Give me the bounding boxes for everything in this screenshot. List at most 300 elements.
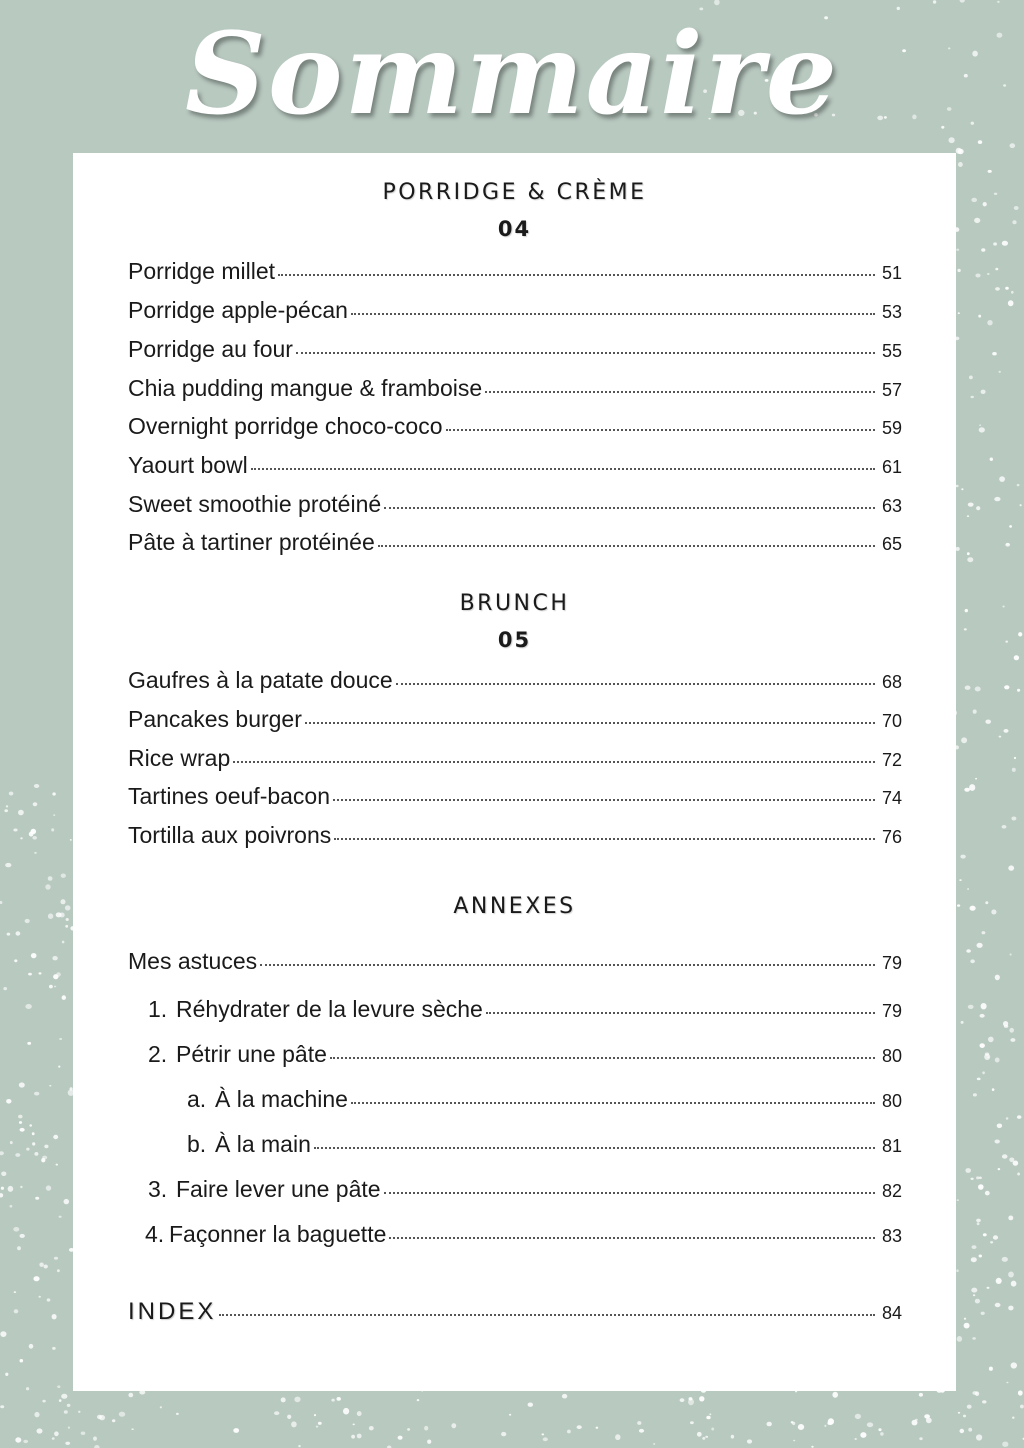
speckle-dot bbox=[1004, 1025, 1008, 1028]
speckle-dot bbox=[973, 710, 977, 714]
speckle-dot bbox=[31, 953, 37, 958]
speckle-dot bbox=[68, 1427, 70, 1429]
speckle-dot bbox=[963, 1415, 966, 1418]
speckle-dot bbox=[699, 1396, 704, 1401]
speckle-dot bbox=[1004, 685, 1009, 689]
dot-leader bbox=[330, 1057, 875, 1059]
speckle-dot bbox=[912, 1420, 918, 1426]
speckle-dot bbox=[1006, 1382, 1008, 1384]
speckle-dot bbox=[6, 1099, 11, 1104]
toc-entry-page: 84 bbox=[881, 1303, 902, 1323]
speckle-dot bbox=[20, 1128, 25, 1132]
speckle-dot bbox=[424, 1426, 428, 1431]
speckle-dot bbox=[985, 1191, 990, 1196]
speckle-dot bbox=[639, 1429, 644, 1433]
toc-entry[interactable] bbox=[128, 667, 902, 701]
speckle-dot bbox=[33, 1276, 39, 1281]
toc-entry-label: Sweet smoothie protéiné bbox=[128, 491, 382, 517]
speckle-dot bbox=[1008, 865, 1014, 870]
toc-entry[interactable] bbox=[128, 491, 902, 525]
toc-entry-label: Pétrir une pâte bbox=[176, 1041, 327, 1067]
speckle-dot bbox=[967, 557, 973, 562]
speckle-dot bbox=[451, 1423, 456, 1428]
speckle-dot bbox=[26, 1387, 29, 1390]
speckle-dot bbox=[966, 949, 971, 953]
speckle-dot bbox=[975, 778, 977, 780]
toc-entry-page: 76 bbox=[881, 827, 902, 847]
speckle-dot bbox=[1011, 817, 1016, 821]
speckle-dot bbox=[968, 1005, 974, 1009]
speckle-dot bbox=[32, 1132, 35, 1135]
speckle-dot bbox=[65, 905, 71, 910]
speckle-dot bbox=[0, 1151, 4, 1155]
speckle-dot bbox=[990, 458, 993, 461]
speckle-dot bbox=[979, 1177, 982, 1180]
section-number: 04 bbox=[497, 217, 532, 241]
speckle-dot bbox=[985, 901, 988, 904]
toc-entry[interactable] bbox=[128, 822, 902, 856]
speckle-dot bbox=[965, 1168, 971, 1173]
speckle-dot bbox=[45, 884, 50, 889]
speckle-dot bbox=[832, 1392, 838, 1398]
speckle-dot bbox=[690, 1421, 694, 1424]
toc-entry[interactable] bbox=[128, 706, 902, 740]
speckle-dot bbox=[961, 1021, 964, 1024]
speckle-dot bbox=[34, 1152, 38, 1156]
speckle-dot bbox=[653, 1443, 655, 1444]
speckle-dot bbox=[65, 1442, 70, 1445]
dot-leader bbox=[233, 761, 875, 763]
speckle-dot bbox=[971, 198, 977, 202]
toc-entry[interactable] bbox=[128, 452, 902, 486]
speckle-dot bbox=[112, 1419, 115, 1422]
speckle-dot bbox=[34, 852, 37, 854]
speckle-dot bbox=[42, 1156, 47, 1160]
speckle-dot bbox=[48, 913, 53, 919]
list-letter: a. bbox=[187, 1086, 207, 1112]
toc-entry-page: 80 bbox=[881, 1046, 902, 1066]
speckle-dot bbox=[27, 1042, 31, 1045]
speckle-dot bbox=[1011, 1362, 1017, 1368]
speckle-dot bbox=[976, 506, 980, 510]
speckle-dot bbox=[957, 269, 960, 272]
speckle-dot bbox=[824, 1425, 826, 1427]
speckle-dot bbox=[976, 1434, 982, 1440]
speckle-dot bbox=[567, 1430, 571, 1434]
speckle-dot bbox=[965, 609, 968, 612]
speckle-dot bbox=[975, 1391, 979, 1396]
toc-entry-page: 70 bbox=[881, 711, 902, 731]
dot-leader bbox=[486, 1012, 875, 1014]
speckle-dot bbox=[16, 931, 21, 935]
speckle-dot bbox=[29, 832, 34, 837]
speckle-dot bbox=[160, 1406, 162, 1408]
speckle-dot bbox=[59, 1216, 62, 1218]
speckle-dot bbox=[982, 931, 986, 934]
speckle-dot bbox=[1011, 1281, 1017, 1287]
speckle-dot bbox=[64, 1199, 70, 1204]
toc-entry-label: Porridge millet bbox=[128, 258, 275, 284]
toc-entry-page: 72 bbox=[881, 750, 902, 770]
speckle-dot bbox=[14, 1291, 16, 1293]
dot-leader bbox=[384, 507, 875, 509]
speckle-dot bbox=[357, 1434, 362, 1439]
speckle-dot bbox=[1011, 291, 1014, 294]
speckle-dot bbox=[974, 218, 980, 223]
dot-leader bbox=[334, 838, 875, 840]
speckle-dot bbox=[1017, 484, 1020, 486]
toc-entry-page: 51 bbox=[881, 263, 902, 283]
speckle-dot bbox=[13, 1227, 19, 1232]
speckle-dot bbox=[999, 736, 1002, 738]
speckle-dot bbox=[351, 1435, 355, 1439]
speckle-dot bbox=[964, 1323, 970, 1329]
speckle-dot bbox=[34, 784, 39, 788]
speckle-dot bbox=[1002, 1442, 1008, 1447]
speckle-dot bbox=[959, 879, 962, 881]
speckle-dot bbox=[973, 1294, 975, 1296]
speckle-dot bbox=[131, 1428, 133, 1430]
speckle-dot bbox=[119, 1412, 125, 1417]
speckle-dot bbox=[998, 1168, 1001, 1170]
speckle-dot bbox=[66, 918, 69, 921]
speckle-dot bbox=[706, 1416, 710, 1420]
speckle-dot bbox=[981, 248, 985, 252]
speckle-dot bbox=[52, 1314, 57, 1319]
speckle-dot bbox=[688, 1399, 694, 1406]
speckle-dot bbox=[93, 1437, 97, 1441]
speckle-dot bbox=[1010, 953, 1012, 955]
dot-leader bbox=[378, 545, 875, 547]
speckle-dot bbox=[1017, 1115, 1022, 1119]
speckle-dot bbox=[5, 1373, 8, 1376]
speckle-dot bbox=[577, 1425, 582, 1429]
speckle-dot bbox=[1018, 1390, 1023, 1395]
speckle-dot bbox=[56, 1164, 58, 1166]
speckle-dot bbox=[961, 488, 963, 490]
speckle-dot bbox=[1008, 1306, 1013, 1311]
speckle-dot bbox=[995, 1140, 1000, 1144]
speckle-dot bbox=[988, 170, 992, 173]
speckle-dot bbox=[971, 1178, 974, 1180]
toc-entry-astuces[interactable] bbox=[128, 948, 902, 982]
toc-entry[interactable] bbox=[128, 258, 902, 292]
speckle-dot bbox=[990, 1241, 993, 1243]
speckle-dot bbox=[972, 1337, 976, 1340]
speckle-dot bbox=[975, 274, 980, 278]
dot-leader bbox=[251, 468, 875, 470]
speckle-dot bbox=[14, 1309, 19, 1313]
speckle-dot bbox=[964, 1318, 966, 1320]
speckle-dot bbox=[702, 1437, 705, 1440]
toc-subentry[interactable] bbox=[148, 996, 902, 1030]
speckle-dot bbox=[49, 985, 53, 989]
speckle-dot bbox=[970, 906, 976, 911]
speckle-dot bbox=[1014, 655, 1019, 660]
speckle-dot bbox=[343, 1408, 349, 1415]
speckle-dot bbox=[1002, 241, 1008, 246]
speckle-dot bbox=[1013, 1161, 1019, 1166]
speckle-dot bbox=[56, 912, 62, 917]
speckle-dot bbox=[1003, 606, 1005, 608]
toc-entry[interactable] bbox=[128, 375, 902, 409]
list-number: 4. bbox=[145, 1221, 165, 1247]
speckle-dot bbox=[968, 1428, 972, 1432]
speckle-dot bbox=[957, 1336, 962, 1342]
speckle-dot bbox=[977, 1222, 980, 1225]
speckle-dot bbox=[1010, 1038, 1015, 1042]
speckle-dot bbox=[3, 987, 7, 990]
toc-entry[interactable] bbox=[128, 745, 902, 779]
speckle-dot bbox=[1009, 1028, 1014, 1033]
speckle-dot bbox=[61, 874, 66, 878]
speckle-dot bbox=[1009, 525, 1012, 528]
speckle-dot bbox=[982, 1071, 985, 1074]
speckle-dot bbox=[6, 805, 8, 807]
toc-entry-label: À la machine bbox=[215, 1086, 348, 1112]
speckle-dot bbox=[52, 956, 57, 960]
toc-entry[interactable] bbox=[128, 297, 902, 331]
speckle-dot bbox=[958, 312, 960, 314]
speckle-dot bbox=[979, 424, 981, 426]
speckle-dot bbox=[61, 1394, 67, 1399]
speckle-dot bbox=[543, 1437, 548, 1441]
speckle-dot bbox=[957, 1199, 959, 1201]
toc-subentry[interactable] bbox=[145, 1221, 902, 1255]
list-letter: b. bbox=[187, 1131, 207, 1157]
speckle-dot bbox=[18, 810, 24, 816]
speckle-dot bbox=[798, 1424, 804, 1430]
speckle-dot bbox=[542, 1433, 545, 1435]
speckle-dot bbox=[176, 1413, 179, 1415]
speckle-dot bbox=[965, 686, 971, 690]
speckle-dot bbox=[407, 1428, 410, 1431]
speckle-dot bbox=[995, 975, 1000, 981]
speckle-dot bbox=[39, 1296, 41, 1298]
speckle-dot bbox=[1012, 768, 1016, 772]
speckle-dot bbox=[987, 273, 990, 275]
toc-entry-page: 68 bbox=[881, 672, 902, 692]
speckle-dot bbox=[995, 268, 998, 271]
dot-leader bbox=[384, 1192, 875, 1194]
speckle-dot bbox=[23, 1440, 28, 1443]
speckle-dot bbox=[20, 1359, 24, 1362]
speckle-dot bbox=[19, 1121, 22, 1124]
section-number: 05 bbox=[497, 628, 532, 652]
speckle-dot bbox=[967, 552, 970, 555]
speckle-dot bbox=[999, 476, 1005, 482]
speckle-dot bbox=[985, 1053, 989, 1056]
speckle-dot bbox=[53, 974, 58, 979]
speckle-dot bbox=[59, 1038, 62, 1040]
speckle-dot bbox=[979, 427, 985, 432]
speckle-dot bbox=[992, 352, 997, 355]
toc-entry[interactable] bbox=[128, 529, 902, 563]
speckle-dot bbox=[956, 249, 959, 251]
toc-subentry[interactable] bbox=[148, 1041, 902, 1075]
speckle-dot bbox=[53, 814, 55, 816]
speckle-dot bbox=[294, 1397, 300, 1403]
speckle-dot bbox=[970, 959, 975, 963]
speckle-dot bbox=[968, 503, 974, 507]
speckle-dot bbox=[25, 1004, 31, 1009]
speckle-dot bbox=[1008, 1216, 1013, 1221]
speckle-dot bbox=[54, 986, 56, 988]
speckle-dot bbox=[983, 202, 987, 206]
toc-entry-label: Réhydrater de la levure sèche bbox=[176, 996, 483, 1022]
speckle-dot bbox=[17, 1246, 21, 1250]
speckle-dot bbox=[128, 1393, 133, 1398]
toc-entry[interactable] bbox=[128, 413, 902, 447]
dot-leader bbox=[219, 1314, 875, 1316]
speckle-dot bbox=[62, 995, 66, 1000]
speckle-dot bbox=[867, 1422, 873, 1427]
speckle-dot bbox=[44, 1145, 48, 1149]
speckle-dot bbox=[958, 1412, 960, 1414]
speckle-dot bbox=[52, 1347, 56, 1350]
speckle-dot bbox=[369, 1426, 374, 1430]
toc-entry-label: Faire lever une pâte bbox=[176, 1176, 381, 1202]
toc-entry-page: 63 bbox=[881, 496, 902, 516]
speckle-dot bbox=[1012, 220, 1016, 224]
speckle-dot bbox=[855, 1414, 861, 1419]
speckle-dot bbox=[680, 1398, 685, 1402]
toc-entry-label: Chia pudding mangue & framboise bbox=[128, 375, 483, 401]
speckle-dot bbox=[1004, 729, 1009, 733]
dot-leader bbox=[485, 391, 875, 393]
section-title: PORRIDGE & CRÈME bbox=[382, 180, 647, 205]
speckle-dot bbox=[967, 888, 969, 890]
speckle-dot bbox=[975, 687, 981, 692]
speckle-dot bbox=[711, 1428, 714, 1431]
speckle-dot bbox=[274, 1411, 279, 1415]
speckle-dot bbox=[1002, 1154, 1008, 1158]
toc-panel bbox=[73, 153, 956, 1391]
speckle-dot bbox=[1, 1172, 6, 1177]
speckle-dot bbox=[48, 876, 53, 881]
speckle-dot bbox=[54, 1257, 58, 1260]
speckle-dot bbox=[18, 1115, 22, 1119]
toc-entry-label: À la main bbox=[215, 1131, 311, 1157]
speckle-dot bbox=[997, 1124, 1002, 1129]
speckle-dot bbox=[767, 1422, 772, 1427]
speckle-dot bbox=[32, 1142, 35, 1145]
speckle-dot bbox=[9, 792, 14, 796]
speckle-dot bbox=[969, 784, 975, 791]
speckle-dot bbox=[999, 371, 1001, 373]
speckle-dot bbox=[67, 1404, 71, 1407]
speckle-dot bbox=[977, 1078, 981, 1081]
speckle-dot bbox=[0, 901, 2, 904]
toc-entry-page: 59 bbox=[881, 418, 902, 438]
toc-entry-index[interactable] bbox=[128, 1298, 902, 1332]
speckle-dot bbox=[417, 1399, 420, 1401]
speckle-dot bbox=[995, 1058, 1000, 1063]
speckle-dot bbox=[52, 792, 55, 795]
speckle-dot bbox=[1012, 1417, 1014, 1419]
speckle-dot bbox=[956, 1269, 958, 1272]
toc-entry-page: 81 bbox=[881, 1136, 902, 1156]
toc-entry-page: 79 bbox=[881, 953, 902, 973]
dot-leader bbox=[389, 1237, 875, 1239]
speckle-dot bbox=[827, 1422, 832, 1425]
speckle-dot bbox=[20, 1234, 25, 1238]
speckle-dot bbox=[860, 1432, 866, 1438]
speckle-dot bbox=[5, 863, 11, 867]
speckle-dot bbox=[637, 1421, 641, 1425]
speckle-dot bbox=[54, 1431, 59, 1436]
speckle-dot bbox=[15, 1153, 20, 1157]
speckle-dot bbox=[62, 941, 65, 944]
speckle-dot bbox=[39, 1263, 43, 1267]
dot-leader bbox=[278, 274, 875, 276]
speckle-dot bbox=[971, 1288, 977, 1293]
speckle-dot bbox=[960, 1429, 965, 1433]
speckle-dot bbox=[958, 162, 963, 167]
speckle-dot bbox=[981, 390, 986, 394]
dot-leader bbox=[351, 1102, 875, 1104]
speckle-dot bbox=[1014, 757, 1016, 759]
speckle-dot bbox=[792, 1422, 795, 1425]
speckle-dot bbox=[995, 1303, 1001, 1307]
speckle-dot bbox=[34, 1412, 39, 1417]
speckle-dot bbox=[994, 497, 1000, 501]
speckle-dot bbox=[281, 1397, 286, 1402]
speckle-dot bbox=[731, 1435, 734, 1439]
speckle-dot bbox=[747, 1439, 752, 1443]
speckle-dot bbox=[13, 829, 17, 832]
speckle-dot bbox=[49, 1085, 51, 1087]
speckle-dot bbox=[20, 1186, 22, 1188]
speckle-dot bbox=[975, 1299, 980, 1304]
speckle-dot bbox=[7, 933, 11, 936]
speckle-dot bbox=[978, 315, 981, 318]
speckle-dot bbox=[992, 1088, 995, 1091]
speckle-dot bbox=[314, 1414, 316, 1416]
speckle-dot bbox=[10, 1205, 13, 1208]
speckle-dot bbox=[33, 802, 38, 806]
speckle-dot bbox=[65, 925, 68, 928]
speckle-dot bbox=[59, 1399, 62, 1402]
toc-entry-page: 83 bbox=[881, 1226, 902, 1246]
toc-entry[interactable] bbox=[128, 336, 902, 370]
speckle-dot bbox=[964, 788, 970, 792]
speckle-dot bbox=[979, 1255, 982, 1258]
dot-leader bbox=[351, 313, 875, 315]
speckle-dot bbox=[28, 973, 32, 976]
toc-entry-page: 55 bbox=[881, 341, 902, 361]
toc-subentry[interactable] bbox=[187, 1086, 902, 1120]
toc-subentry[interactable] bbox=[187, 1131, 902, 1165]
toc-subentry[interactable] bbox=[148, 1176, 902, 1210]
speckle-dot bbox=[994, 193, 997, 195]
speckle-dot bbox=[977, 943, 983, 948]
speckle-dot bbox=[19, 1082, 25, 1087]
toc-entry-label: Porridge apple-pécan bbox=[128, 297, 348, 323]
speckle-dot bbox=[987, 1287, 990, 1289]
toc-entry-page: 74 bbox=[881, 788, 902, 808]
toc-entry[interactable] bbox=[128, 783, 902, 817]
speckle-dot bbox=[981, 1003, 987, 1009]
speckle-dot bbox=[919, 1437, 922, 1440]
speckle-dot bbox=[427, 1440, 431, 1444]
toc-entry-label: Façonner la baguette bbox=[169, 1221, 387, 1247]
speckle-dot bbox=[1, 1187, 4, 1190]
speckle-dot bbox=[57, 1385, 60, 1388]
speckle-dot bbox=[39, 972, 42, 974]
speckle-dot bbox=[32, 836, 37, 840]
toc-entry-label: Pâte à tartiner protéinée bbox=[128, 529, 375, 555]
